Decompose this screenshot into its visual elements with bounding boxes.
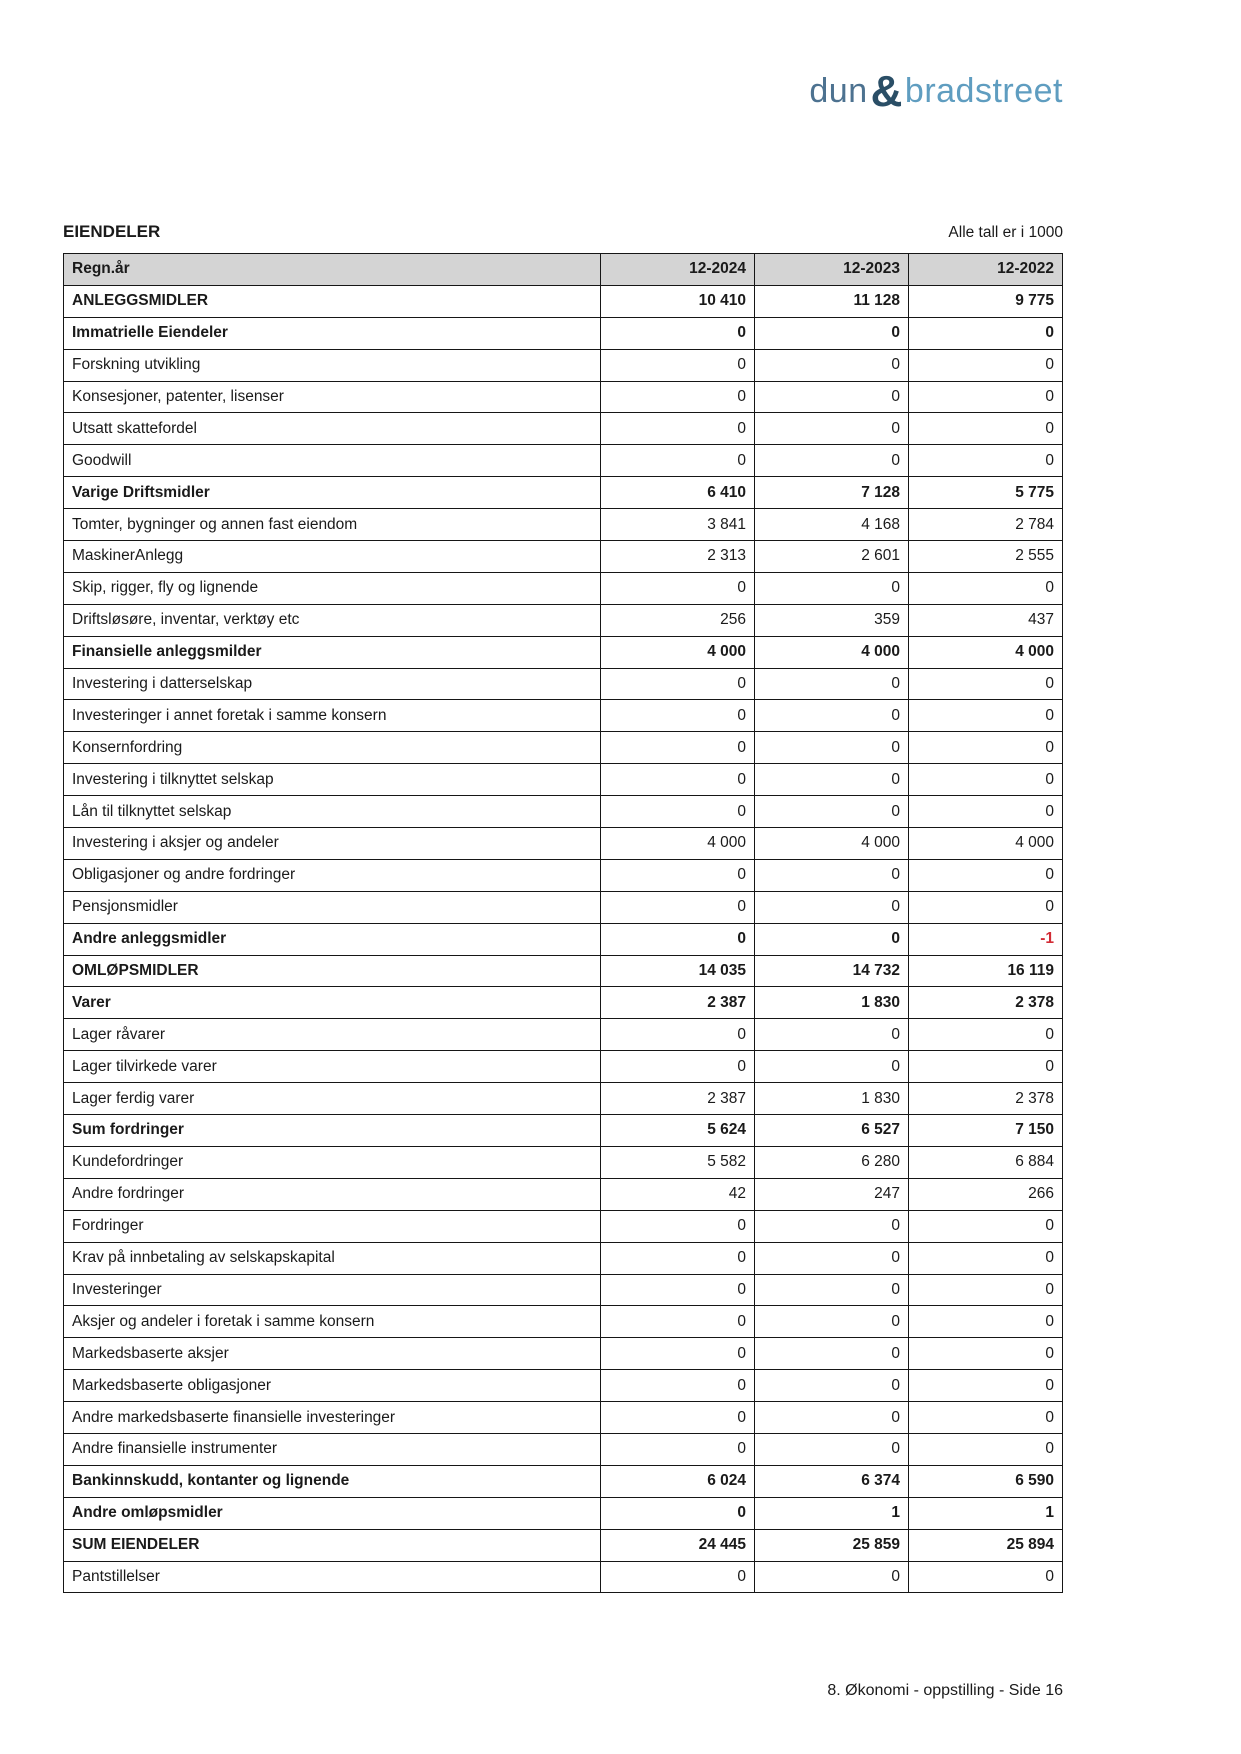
value-12-2023: 6 527	[755, 1115, 909, 1147]
logo-ampersand-icon: &	[870, 67, 903, 116]
value-12-2022: 0	[909, 572, 1063, 604]
value-12-2023: 6 280	[755, 1146, 909, 1178]
value-12-2022: 0	[909, 1402, 1063, 1434]
row-label: Investering i aksjer og andeler	[64, 828, 601, 860]
value-12-2022: 0	[909, 1210, 1063, 1242]
row-label: Pantstillelser	[64, 1561, 601, 1593]
value-12-2024: 10 410	[601, 285, 755, 317]
value-12-2024: 2 387	[601, 1083, 755, 1115]
row-label: Obligasjoner og andre fordringer	[64, 859, 601, 891]
row-label: Investeringer	[64, 1274, 601, 1306]
row-label: Lager ferdig varer	[64, 1083, 601, 1115]
value-12-2023: 0	[755, 1242, 909, 1274]
table-row	[64, 1115, 1063, 1147]
row-label: Investering i tilknyttet selskap	[64, 764, 601, 796]
table-row	[64, 636, 1063, 668]
value-12-2023: 0	[755, 796, 909, 828]
column-header-regnar: Regn.år	[64, 254, 601, 286]
value-12-2023: 0	[755, 764, 909, 796]
row-label: SUM EIENDELER	[64, 1529, 601, 1561]
table-row	[64, 1465, 1063, 1497]
value-12-2022: -1	[909, 923, 1063, 955]
value-12-2022: 25 894	[909, 1529, 1063, 1561]
value-12-2022: 2 378	[909, 987, 1063, 1019]
value-12-2024: 0	[601, 1210, 755, 1242]
units-note: Alle tall er i 1000	[948, 224, 1063, 241]
value-12-2022: 0	[909, 445, 1063, 477]
row-label: Andre anleggsmidler	[64, 923, 601, 955]
page-title: EIENDELER	[63, 222, 161, 241]
table-row	[64, 1402, 1063, 1434]
table-row	[64, 955, 1063, 987]
row-label: Markedsbaserte aksjer	[64, 1338, 601, 1370]
value-12-2024: 256	[601, 604, 755, 636]
table-row	[64, 891, 1063, 923]
value-12-2024: 0	[601, 923, 755, 955]
value-12-2023: 0	[755, 413, 909, 445]
value-12-2023: 11 128	[755, 285, 909, 317]
value-12-2024: 3 841	[601, 509, 755, 541]
value-12-2024: 0	[601, 891, 755, 923]
table-row	[64, 1370, 1063, 1402]
row-label: MaskinerAnlegg	[64, 541, 601, 573]
value-12-2022: 0	[909, 891, 1063, 923]
table-row	[64, 1274, 1063, 1306]
row-label: Forskning utvikling	[64, 349, 601, 381]
value-12-2023: 0	[755, 349, 909, 381]
value-12-2022: 0	[909, 796, 1063, 828]
table-row	[64, 1497, 1063, 1529]
row-label: Finansielle anleggsmilder	[64, 636, 601, 668]
document-header	[63, 222, 1063, 242]
value-12-2022: 0	[909, 1370, 1063, 1402]
value-12-2022: 0	[909, 668, 1063, 700]
table-row	[64, 1433, 1063, 1465]
value-12-2023: 0	[755, 732, 909, 764]
value-12-2024: 5 582	[601, 1146, 755, 1178]
table-row	[64, 764, 1063, 796]
value-12-2024: 0	[601, 1051, 755, 1083]
value-12-2022: 0	[909, 1433, 1063, 1465]
value-12-2022: 0	[909, 1242, 1063, 1274]
row-label: Andre fordringer	[64, 1178, 601, 1210]
value-12-2024: 24 445	[601, 1529, 755, 1561]
value-12-2022: 1	[909, 1497, 1063, 1529]
logo-text-bradstreet: bradstreet	[904, 72, 1063, 110]
dun-bradstreet-logo	[809, 66, 1063, 116]
table-row	[64, 1178, 1063, 1210]
table-row	[64, 1529, 1063, 1561]
value-12-2024: 0	[601, 668, 755, 700]
value-12-2022: 2 555	[909, 541, 1063, 573]
table-row	[64, 796, 1063, 828]
value-12-2023: 0	[755, 1051, 909, 1083]
value-12-2023: 1	[755, 1497, 909, 1529]
table-row	[64, 445, 1063, 477]
value-12-2024: 0	[601, 1019, 755, 1051]
row-label: Investeringer i annet foretak i samme konsern	[64, 700, 601, 732]
value-12-2024: 0	[601, 1402, 755, 1434]
value-12-2024: 4 000	[601, 828, 755, 860]
value-12-2024: 6 410	[601, 477, 755, 509]
value-12-2023: 0	[755, 700, 909, 732]
value-12-2022: 0	[909, 413, 1063, 445]
value-12-2022: 0	[909, 1051, 1063, 1083]
table-row	[64, 923, 1063, 955]
row-label: Aksjer og andeler i foretak i samme konsern	[64, 1306, 601, 1338]
value-12-2022: 437	[909, 604, 1063, 636]
value-12-2024: 0	[601, 1433, 755, 1465]
value-12-2024: 0	[601, 764, 755, 796]
table-row	[64, 509, 1063, 541]
value-12-2022: 16 119	[909, 955, 1063, 987]
value-12-2024: 0	[601, 700, 755, 732]
row-label: Tomter, bygninger og annen fast eiendom	[64, 509, 601, 541]
value-12-2022: 0	[909, 1306, 1063, 1338]
value-12-2022: 4 000	[909, 636, 1063, 668]
value-12-2022: 0	[909, 381, 1063, 413]
row-label: Immatrielle Eiendeler	[64, 317, 601, 349]
value-12-2024: 0	[601, 572, 755, 604]
value-12-2024: 2 313	[601, 541, 755, 573]
value-12-2022: 5 775	[909, 477, 1063, 509]
column-header-12-2023: 12-2023	[755, 254, 909, 286]
table-row	[64, 668, 1063, 700]
value-12-2022: 2 784	[909, 509, 1063, 541]
value-12-2024: 0	[601, 1274, 755, 1306]
row-label: Pensjonsmidler	[64, 891, 601, 923]
table-row	[64, 700, 1063, 732]
row-label: Konsesjoner, patenter, lisenser	[64, 381, 601, 413]
value-12-2024: 0	[601, 1497, 755, 1529]
table-row	[64, 285, 1063, 317]
row-label: Krav på innbetaling av selskapskapital	[64, 1242, 601, 1274]
value-12-2023: 359	[755, 604, 909, 636]
value-12-2022: 0	[909, 349, 1063, 381]
value-12-2022: 4 000	[909, 828, 1063, 860]
value-12-2022: 6 884	[909, 1146, 1063, 1178]
value-12-2023: 0	[755, 923, 909, 955]
row-label: Goodwill	[64, 445, 601, 477]
value-12-2023: 0	[755, 859, 909, 891]
value-12-2023: 0	[755, 1561, 909, 1593]
value-12-2024: 2 387	[601, 987, 755, 1019]
table-row	[64, 1210, 1063, 1242]
value-12-2024: 0	[601, 381, 755, 413]
value-12-2024: 0	[601, 349, 755, 381]
table-row	[64, 1242, 1063, 1274]
value-12-2024: 0	[601, 732, 755, 764]
value-12-2023: 0	[755, 317, 909, 349]
value-12-2022: 6 590	[909, 1465, 1063, 1497]
row-label: Bankinnskudd, kontanter og lignende	[64, 1465, 601, 1497]
value-12-2022: 9 775	[909, 285, 1063, 317]
value-12-2024: 0	[601, 1561, 755, 1593]
value-12-2024: 4 000	[601, 636, 755, 668]
value-12-2022: 0	[909, 1019, 1063, 1051]
row-label: ANLEGGSMIDLER	[64, 285, 601, 317]
row-label: Lager råvarer	[64, 1019, 601, 1051]
value-12-2024: 14 035	[601, 955, 755, 987]
value-12-2024: 0	[601, 413, 755, 445]
value-12-2022: 0	[909, 317, 1063, 349]
row-label: Skip, rigger, fly og lignende	[64, 572, 601, 604]
value-12-2023: 0	[755, 1370, 909, 1402]
value-12-2022: 266	[909, 1178, 1063, 1210]
table-row	[64, 1561, 1063, 1593]
value-12-2024: 0	[601, 445, 755, 477]
value-12-2023: 4 000	[755, 828, 909, 860]
value-12-2023: 6 374	[755, 1465, 909, 1497]
table-row	[64, 1019, 1063, 1051]
table-row	[64, 1083, 1063, 1115]
value-12-2024: 0	[601, 1338, 755, 1370]
table-header-row	[64, 254, 1063, 286]
column-header-12-2024: 12-2024	[601, 254, 755, 286]
value-12-2023: 0	[755, 891, 909, 923]
value-12-2022: 0	[909, 1561, 1063, 1593]
table-row	[64, 732, 1063, 764]
value-12-2022: 0	[909, 700, 1063, 732]
value-12-2023: 0	[755, 1019, 909, 1051]
row-label: Andre markedsbaserte finansielle investeringer	[64, 1402, 601, 1434]
row-label: Markedsbaserte obligasjoner	[64, 1370, 601, 1402]
value-12-2023: 0	[755, 572, 909, 604]
table-row	[64, 477, 1063, 509]
value-12-2023: 247	[755, 1178, 909, 1210]
table-row	[64, 317, 1063, 349]
table-row	[64, 381, 1063, 413]
value-12-2023: 14 732	[755, 955, 909, 987]
table-row	[64, 572, 1063, 604]
row-label: Varer	[64, 987, 601, 1019]
value-12-2023: 4 000	[755, 636, 909, 668]
balance-sheet-table	[63, 253, 1063, 1593]
value-12-2022: 0	[909, 1274, 1063, 1306]
value-12-2022: 0	[909, 764, 1063, 796]
value-12-2024: 0	[601, 317, 755, 349]
row-label: OMLØPSMIDLER	[64, 955, 601, 987]
value-12-2023: 0	[755, 1210, 909, 1242]
value-12-2024: 5 624	[601, 1115, 755, 1147]
row-label: Utsatt skattefordel	[64, 413, 601, 445]
table-row	[64, 1306, 1063, 1338]
row-label: Lån til tilknyttet selskap	[64, 796, 601, 828]
value-12-2023: 0	[755, 1274, 909, 1306]
value-12-2023: 0	[755, 445, 909, 477]
balance-table-body	[64, 285, 1063, 1593]
table-row	[64, 859, 1063, 891]
row-label: Investering i datterselskap	[64, 668, 601, 700]
table-row	[64, 1146, 1063, 1178]
value-12-2023: 0	[755, 1338, 909, 1370]
table-row	[64, 349, 1063, 381]
row-label: Andre finansielle instrumenter	[64, 1433, 601, 1465]
value-12-2023: 0	[755, 381, 909, 413]
logo-text-dun: dun	[809, 72, 868, 110]
value-12-2022: 0	[909, 1338, 1063, 1370]
value-12-2023: 0	[755, 668, 909, 700]
row-label: Fordringer	[64, 1210, 601, 1242]
table-row	[64, 1338, 1063, 1370]
value-12-2023: 0	[755, 1402, 909, 1434]
table-row	[64, 604, 1063, 636]
column-header-12-2022: 12-2022	[909, 254, 1063, 286]
value-12-2023: 0	[755, 1433, 909, 1465]
value-12-2022: 0	[909, 732, 1063, 764]
row-label: Varige Driftsmidler	[64, 477, 601, 509]
value-12-2024: 6 024	[601, 1465, 755, 1497]
value-12-2024: 0	[601, 1370, 755, 1402]
value-12-2024: 0	[601, 1306, 755, 1338]
row-label: Driftsløsøre, inventar, verktøy etc	[64, 604, 601, 636]
value-12-2024: 42	[601, 1178, 755, 1210]
value-12-2022: 7 150	[909, 1115, 1063, 1147]
table-row	[64, 413, 1063, 445]
row-label: Kundefordringer	[64, 1146, 601, 1178]
value-12-2024: 0	[601, 1242, 755, 1274]
value-12-2023: 0	[755, 1306, 909, 1338]
value-12-2023: 1 830	[755, 987, 909, 1019]
value-12-2023: 25 859	[755, 1529, 909, 1561]
value-12-2024: 0	[601, 796, 755, 828]
table-row	[64, 828, 1063, 860]
value-12-2023: 1 830	[755, 1083, 909, 1115]
table-row	[64, 987, 1063, 1019]
value-12-2024: 0	[601, 859, 755, 891]
row-label: Sum fordringer	[64, 1115, 601, 1147]
page-footer: 8. Økonomi - oppstilling - Side 16	[827, 1682, 1063, 1699]
value-12-2022: 0	[909, 859, 1063, 891]
row-label: Lager tilvirkede varer	[64, 1051, 601, 1083]
value-12-2022: 2 378	[909, 1083, 1063, 1115]
row-label: Andre omløpsmidler	[64, 1497, 601, 1529]
value-12-2023: 4 168	[755, 509, 909, 541]
row-label: Konsernfordring	[64, 732, 601, 764]
value-12-2023: 7 128	[755, 477, 909, 509]
value-12-2023: 2 601	[755, 541, 909, 573]
table-row	[64, 1051, 1063, 1083]
table-row	[64, 541, 1063, 573]
